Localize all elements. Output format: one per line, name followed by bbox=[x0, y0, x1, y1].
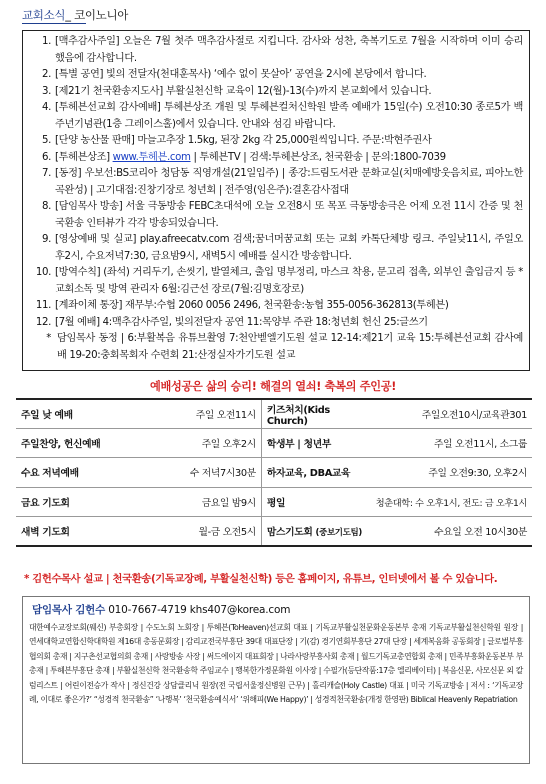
schedule-row bbox=[16, 399, 532, 429]
notice-text: 담임목사 동정 | 6:부활복음 유튜브촬영 7:천안벧엘기도원 설교 12-14:제21기 교육 15:투헤븐선교회 감사예배 19-20:충회목회자 수련회 21:산정실자가기도원 설교 bbox=[57, 333, 523, 361]
notice-number: 7. bbox=[41, 168, 51, 179]
notice-item-1 bbox=[29, 34, 523, 67]
notice-item-7 bbox=[29, 166, 523, 199]
worship-tagline: 예배성공은 삶의 승리! 해결의 열쇠! 축복의 주인공! bbox=[149, 380, 397, 393]
schedule-time: 수 저녁7시30분 bbox=[123, 458, 262, 487]
notice-text: [방역수칙] (좌석) 거리두기, 손씻기, 발열체크, 출입 명부정리, 마스크 착용, 문고리 접촉, 외부인 출입금지 등 *교회소독 및 방역 관리자 6월:김근선 장로(7월:김명호장로) bbox=[55, 267, 523, 295]
section-title-underline bbox=[22, 23, 86, 24]
schedule-row bbox=[16, 458, 532, 487]
notice-text: [투헤븐선교회 감사예배] 투헤븐상조 개원 및 투헤븐컬처신학원 발족 예배가 15일(수) 오전10:30 종로5가 백주년기념관(1층 그레이스홀)에서 있습니다. 안내와 섬김 바랍니다. bbox=[55, 102, 523, 130]
notice-text: [영상예배 및 실교] play.afreecatv.com 검색;꿈너머꿈교회 또는 교회 카톡단체방 링크. 주일낮11시, 주일오후2시, 수요저녁7:30, 금요밤9시, 새벽5시 예배를 실시간 방송합니다. bbox=[55, 234, 523, 262]
notice-item-10 bbox=[29, 265, 523, 298]
notice-number: 11. bbox=[35, 300, 51, 311]
schedule-time: 청춘대학: 수 오후1시, 전도: 금 오후1시 bbox=[371, 487, 532, 516]
notice-text: [담임목사 방송] 서울 극동방송 FEBC초대석에 오늘 오전8시 또 목포 극동방송극은 어제 오전 11시 간증 및 천국환송 인터뷰가 각각 방송되었습니다. bbox=[55, 201, 523, 229]
notice-text: [제21기 천국환송지도사] 부활실천신학 교육이 12(월)-13(수)까지 본교회에서 있습니다. bbox=[55, 85, 432, 97]
pastor-bio: 대한예수교장로회(웨신) 부총회장 | 수도노회 노회장 | 투헤븐(ToHeaven)선교회 대표 | 기독교부활실천문화운동본부 총재 기독교부활실천신학원 원장 | 연세대학교연합신학대학원 제16대 총동문회장 | 감리교전국부흥단 39대 대표단장 | 기(감) 경기연회부흥단 27대 단장 | 세계복음화 공동회장 | 글로벌부흥협의회 총재 | 지구촌선교협의회 총재 | 사랑방송 사장 | 써드에이지 대표회장 | 나라사랑부흥사회 총재 | 월드기독교총연합회 총재 | 민족부흥화운동본부 부총재 | 투헤븐부흥단 총재 | 부활실천신학 천국환송학 주임교수 | 행복한가정문화원 이사장 | 수필가(등단작품:17층 엘리베이터) | 복음신문, 사모신문 외 칼럼리스트 | 어린이전승가 작사 | 정신건강 상담클리닉 원장(전 국립서울정신병원 근무) | 홀리캐슬(Holy Castle) 대표 | 미국 기독교방송 | 저서 : ‘기독교장례, 이대로 좋은가?’ “성경적 천국환송” ‘나행복’ ‘천국환송예식서’ ‘위해피(We Happy)’ | 성경적천국환송(개정 한영판) Biblical Heavenly Repatriation bbox=[29, 623, 523, 705]
schedule-name: 주일찬양, 헌신예배 bbox=[16, 429, 123, 458]
schedule-name: 키즈처치(Kids Church) bbox=[261, 399, 370, 429]
schedule-name: 주일 낮 예배 bbox=[16, 399, 123, 429]
schedule-time: 주일 오후2시 bbox=[123, 429, 262, 458]
pastor-profile-box bbox=[22, 596, 530, 764]
notice-item-5 bbox=[29, 133, 523, 150]
section-title-name: 코이노니아 bbox=[74, 8, 129, 22]
pastor-contact: 010-7667-4719 khs407@korea.com bbox=[108, 604, 291, 616]
schedule-name: 학생부 | 청년부 bbox=[261, 429, 370, 458]
schedule-row bbox=[16, 429, 532, 458]
notice-item-4 bbox=[29, 100, 523, 133]
schedule-name: 수요 저녁예배 bbox=[16, 458, 123, 487]
notice-number: 9. bbox=[41, 234, 51, 245]
notice-number: 4. bbox=[41, 102, 51, 113]
schedule-time: 월-금 오전5시 bbox=[123, 516, 262, 546]
notice-list bbox=[29, 34, 523, 364]
notice-asterisk: * bbox=[46, 333, 51, 344]
notice-number: 8. bbox=[41, 201, 51, 212]
notice-item-9 bbox=[29, 232, 523, 265]
notice-text: [7월 예배] 4:맥추감사주일, 빛의전달자 공연 11:목양부 주관 18:청년회 헌신 25:글쓰기 bbox=[55, 316, 428, 328]
notice-number: 2. bbox=[41, 69, 51, 80]
website-link[interactable]: www.투헤븐.com bbox=[112, 151, 191, 163]
notice-item-3 bbox=[29, 84, 523, 101]
schedule-name-text: 맘스기도회 bbox=[266, 526, 313, 538]
schedule-time: 주일오전10시/교육관301 bbox=[371, 399, 532, 429]
schedule-time: 주일 오전9:30, 오후2시 bbox=[371, 458, 532, 487]
schedule-time: 수요일 오전 10시30분 bbox=[371, 516, 532, 546]
schedule-time: 금요일 밤9시 bbox=[123, 487, 262, 516]
schedule-time: 주일 오전11시 bbox=[123, 399, 262, 429]
notice-box bbox=[22, 30, 530, 371]
notice-item-8 bbox=[29, 199, 523, 232]
schedule-name: 평일 bbox=[261, 487, 370, 516]
notice-number: 10. bbox=[35, 267, 51, 278]
schedule-name bbox=[261, 516, 370, 546]
pastor-name: 담임목사 김헌수 bbox=[32, 604, 106, 616]
schedule-name: 새벽 기도회 bbox=[16, 516, 123, 546]
section-title-prefix: 교회소식 bbox=[22, 8, 66, 22]
notice-text: [계좌이체 통장] 재무부:수협 2060 0056 2496, 천국환송:농협 355-0056-362813(투헤븐) bbox=[55, 300, 449, 311]
notice-number: 5. bbox=[41, 135, 51, 146]
section-title-sep: _ bbox=[65, 8, 71, 22]
notice-item-12 bbox=[29, 315, 523, 332]
schedule-name: 금요 기도회 bbox=[16, 487, 123, 516]
worship-schedule-table bbox=[16, 398, 532, 547]
notice-item-6 bbox=[29, 150, 523, 167]
notice-text-before: [투헤븐상조] bbox=[55, 151, 113, 163]
notice-text: [동정] 우보선:BS코리아 청담동 직영개설(21일입주) | 종강:드림도서관 문화교실(치매예방웃음치료, 피아노한곡완성) | 고기대접:진창기장로 청년회 | 전주영(임은주):결혼감사접대 bbox=[55, 168, 523, 196]
schedule-time: 주일 오전11시, 소그룹 bbox=[371, 429, 532, 458]
schedule-row bbox=[16, 487, 532, 516]
schedule-name: 하자교육, DBA교육 bbox=[261, 458, 370, 487]
pastor-header bbox=[29, 602, 523, 617]
notice-text-after: | 투헤븐TV | 검색:투헤븐상조, 천국환송 | 문의:1800-7039 bbox=[190, 151, 446, 163]
schedule-name-sub: (중보기도팀) bbox=[315, 527, 362, 538]
notice-item-pastor-schedule bbox=[29, 331, 523, 364]
schedule-row bbox=[16, 516, 532, 546]
notice-text bbox=[55, 150, 523, 167]
section-title bbox=[22, 7, 128, 23]
notice-text: [단양 농산물 판매] 마늘고추장 1.5kg, 된장 2kg 각 25,000원씩입니다. 주문:박현주권사 bbox=[55, 135, 432, 146]
notice-text: [특별 공연] 빛의 전달자(천대훈목사) ‘예수 없이 못살아’ 공연을 2시에 본당에서 합니다. bbox=[55, 69, 427, 80]
notice-item-2 bbox=[29, 67, 523, 84]
notice-text: [맥추감사주일] 오늘은 7월 첫주 맥추감사절로 지킵니다. 감사와 성찬, 축복기도로 7월을 시작하며 이미 승리했음에 감사합니다. bbox=[55, 36, 523, 64]
notice-item-11 bbox=[29, 298, 523, 315]
notice-number: 12. bbox=[35, 316, 51, 328]
sermon-availability-note: * 김헌수목사 설교 | 천국환송(기독교장례, 부활실천신학) 등은 홈페이지, 유튜브, 인터넷에서 볼 수 있습니다. bbox=[24, 573, 498, 585]
notice-number: 6. bbox=[41, 151, 51, 163]
notice-number: 3. bbox=[41, 85, 51, 97]
notice-number: 1. bbox=[41, 36, 51, 47]
